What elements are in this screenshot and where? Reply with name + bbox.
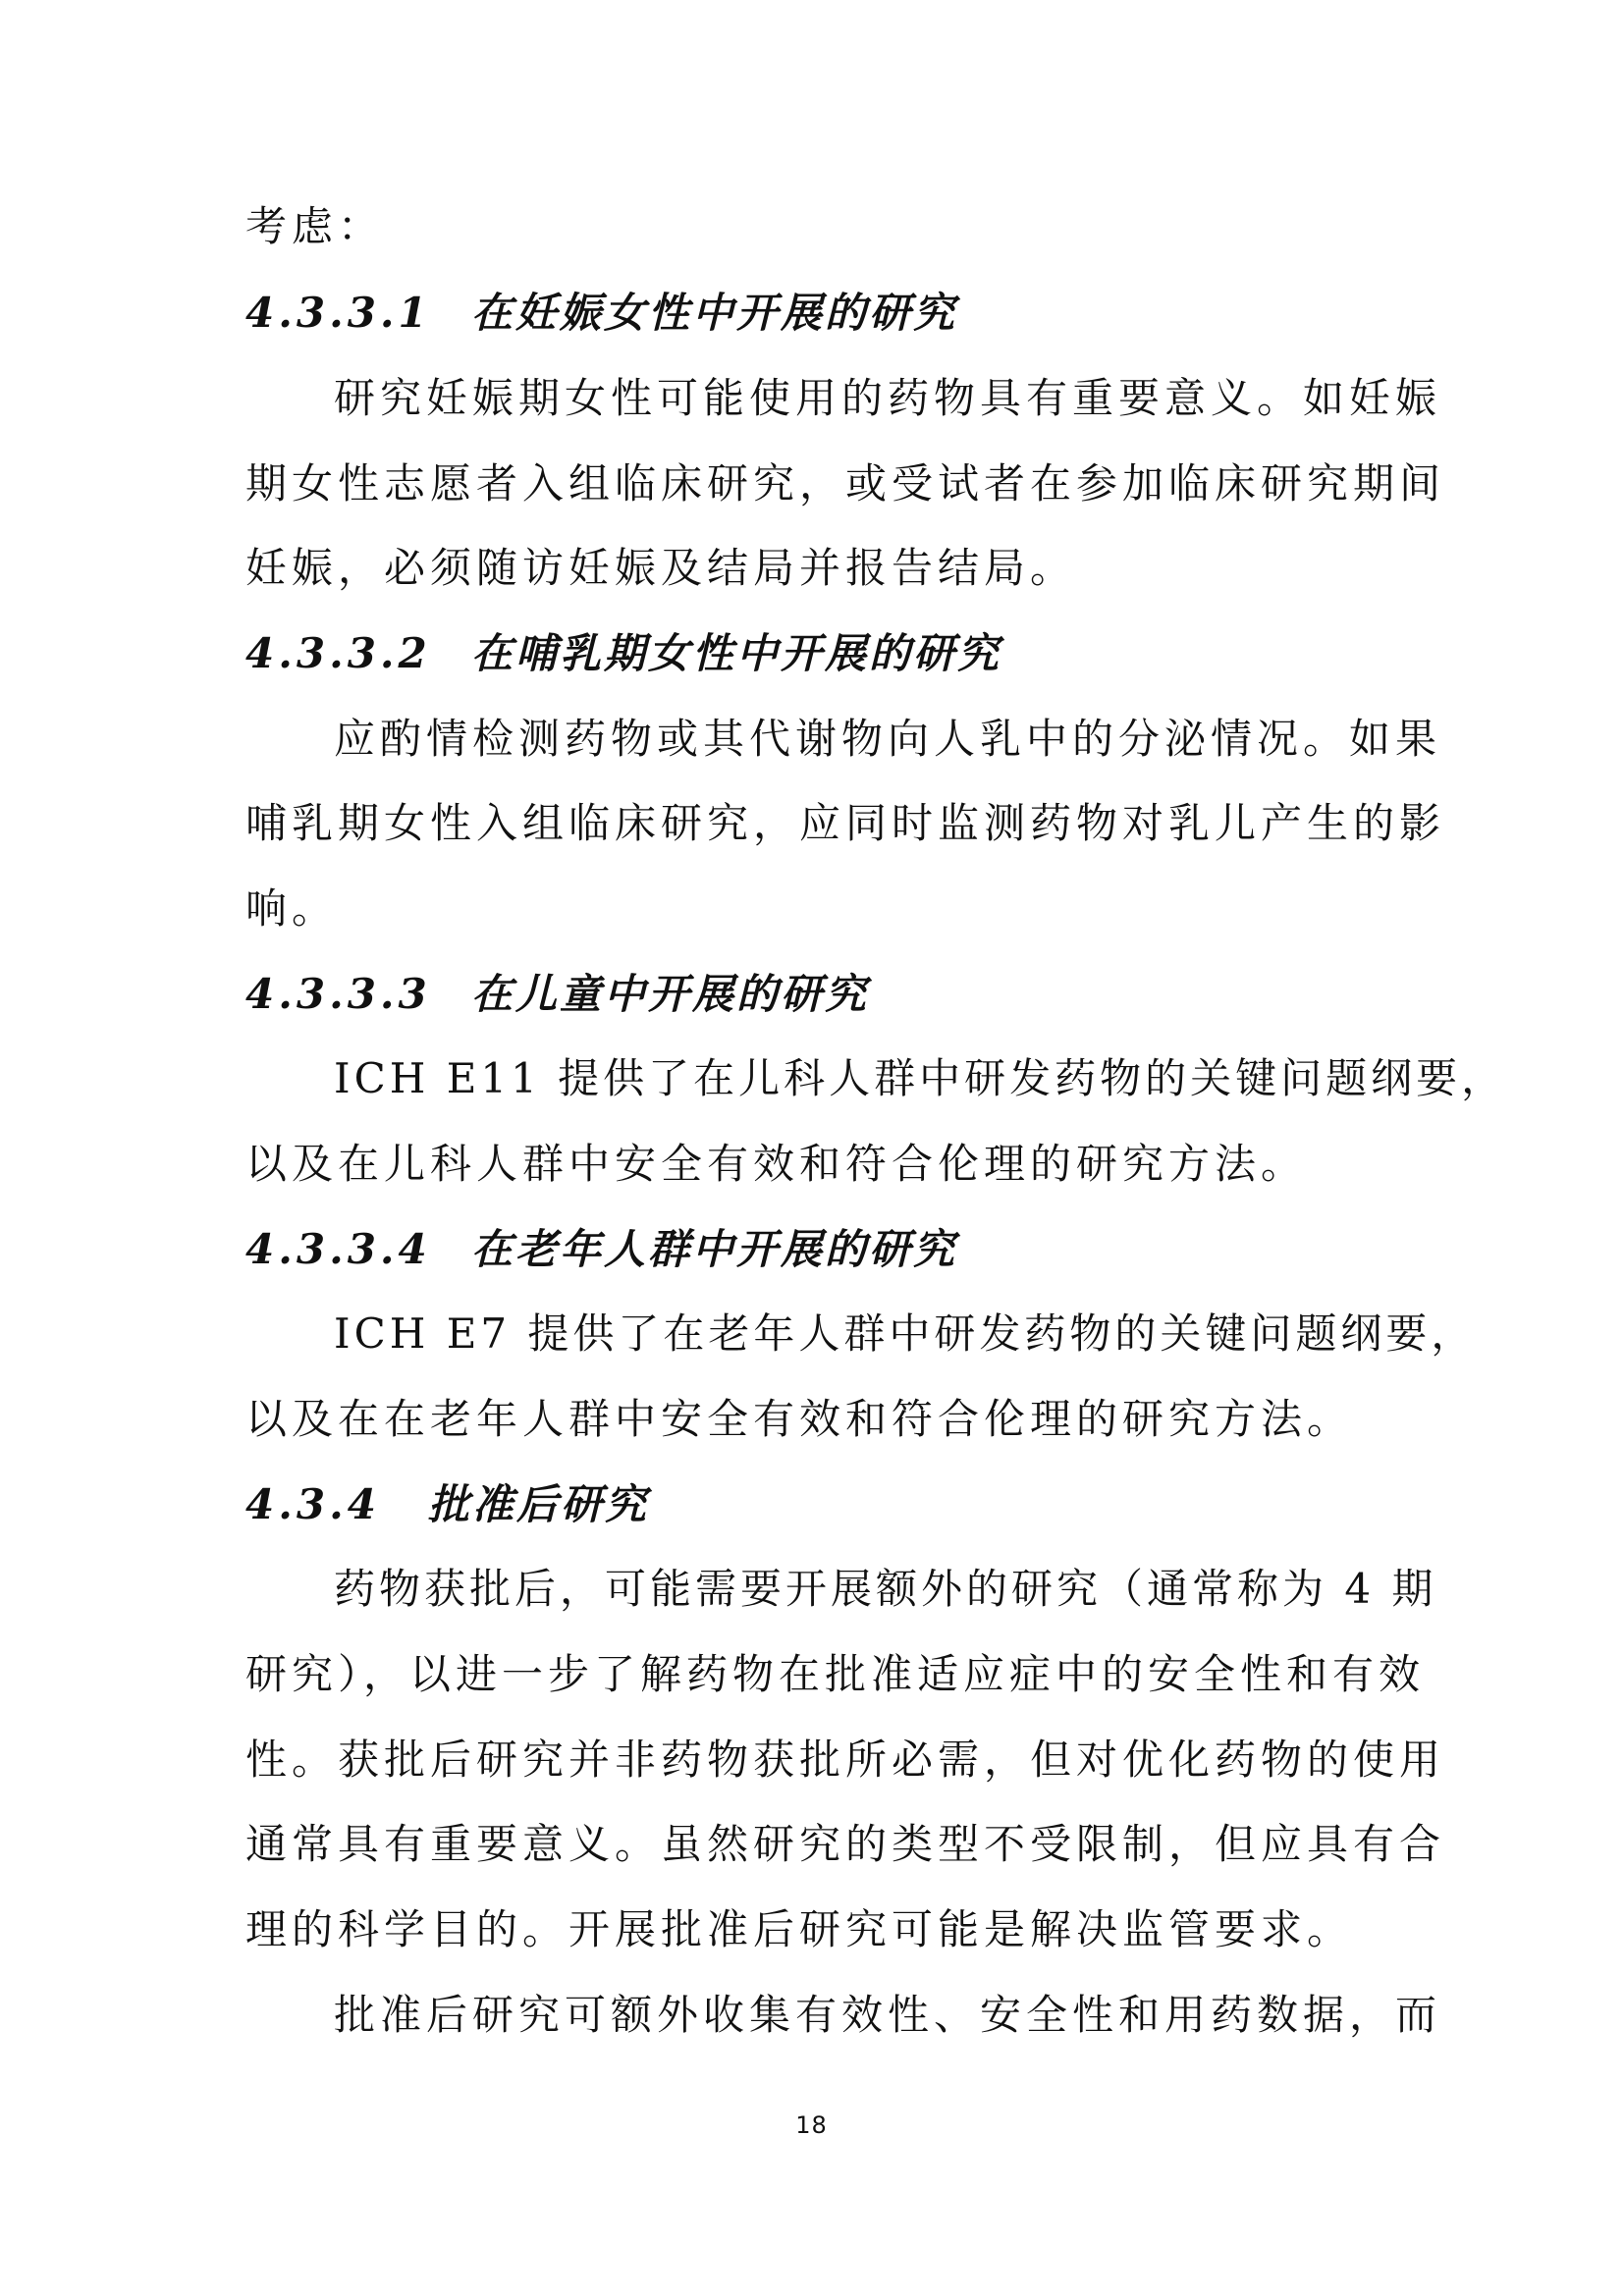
page-number: 18 — [795, 2111, 828, 2139]
section-heading-4-3-3-3 — [245, 969, 870, 1020]
text-line: 以及在在老年人群中安全有效和符合伦理的研究方法。 — [245, 1395, 1354, 1443]
section-title: 在老年人群中开展的研究 — [471, 1225, 958, 1273]
text-line: 研究妊娠期女性可能使用的药物具有重要意义。如妊娠 — [334, 374, 1442, 422]
text-line: 哺乳期女性入组临床研究，应同时监测药物对乳儿产生的影 — [245, 799, 1446, 847]
section-title: 批准后研究 — [428, 1480, 650, 1528]
section-title: 在哺乳期女性中开展的研究 — [471, 629, 1002, 677]
section-number: 4.3.4 — [245, 1480, 380, 1528]
text-line: 响。 — [245, 884, 339, 933]
text-line: 研究），以进一步了解药物在批准适应症中的安全性和有效 — [245, 1650, 1426, 1698]
text-line: ICH E7 提供了在老年人群中研发药物的关键问题纲要， — [334, 1309, 1477, 1358]
text-line: 期女性志愿者入组临床研究，或受试者在参加临床研究期间 — [245, 459, 1446, 507]
text-line: 理的科学目的。开展批准后研究可能是解决监管要求。 — [245, 1905, 1354, 1953]
section-heading-4-3-3-1 — [245, 288, 958, 339]
section-heading-4-3-3-2 — [245, 628, 1002, 679]
section-number: 4.3.3.4 — [245, 1225, 431, 1273]
text-line: ICH E11 提供了在儿科人群中研发药物的关键问题纲要， — [334, 1054, 1507, 1102]
text-line: 妊娠，必须随访妊娠及结局并报告结局。 — [245, 544, 1077, 592]
section-number: 4.3.3.2 — [245, 629, 431, 677]
section-title: 在妊娠女性中开展的研究 — [471, 289, 958, 337]
text-line: 性。获批后研究并非药物获批所必需，但对优化药物的使用 — [245, 1735, 1446, 1784]
text-line: 以及在儿科人群中安全有效和符合伦理的研究方法。 — [245, 1140, 1308, 1188]
section-heading-4-3-3-4 — [245, 1224, 958, 1275]
text-line: 通常具有重要意义。虽然研究的类型不受限制，但应具有合 — [245, 1820, 1446, 1868]
text-line: 药物获批后，可能需要开展额外的研究（通常称为 4 期 — [334, 1565, 1437, 1613]
text-line: 应酌情检测药物或其代谢物向人乳中的分泌情况。如果 — [334, 715, 1442, 763]
section-number: 4.3.3.1 — [245, 289, 431, 337]
section-heading-4-3-4 — [245, 1479, 650, 1530]
text-line: 批准后研究可额外收集有效性、安全性和用药数据，而 — [334, 1991, 1442, 2039]
section-title: 在儿童中开展的研究 — [471, 970, 870, 1018]
text-line: 考虑： — [245, 202, 385, 250]
section-number: 4.3.3.3 — [245, 970, 431, 1018]
